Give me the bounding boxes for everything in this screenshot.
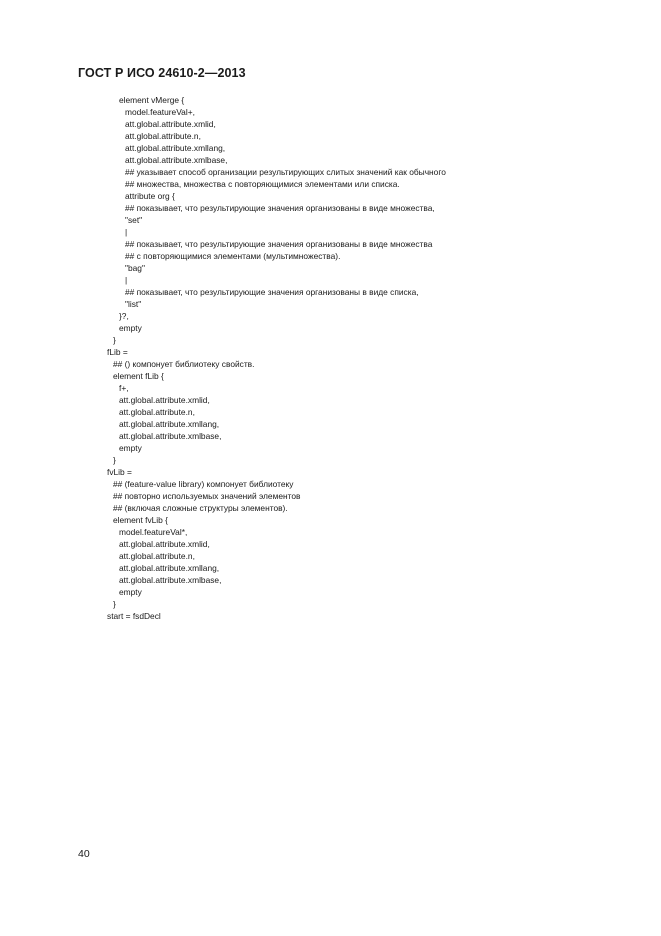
code-line: element vMerge { <box>119 95 185 105</box>
code-line: } <box>113 599 116 609</box>
code-line: att.global.attribute.xmllang, <box>125 143 226 153</box>
code-line: ## указывает способ организации результирующих слитых значений как обычного <box>125 167 446 177</box>
code-line: element fvLib { <box>113 515 168 525</box>
code-line: ## (включая сложные структуры элементов). <box>113 503 288 513</box>
code-line: att.global.attribute.xmlbase, <box>119 575 222 585</box>
code-line: att.global.attribute.xmlbase, <box>125 155 228 165</box>
code-line: att.global.attribute.n, <box>125 131 201 141</box>
document-header-title: ГОСТ Р ИСО 24610-2—2013 <box>78 66 246 80</box>
code-line: }?, <box>119 311 129 321</box>
code-line: } <box>113 335 116 345</box>
code-line: model.featureVal*, <box>119 527 188 537</box>
code-line: ## показывает, что результирующие значения организованы в виде списка, <box>125 287 419 297</box>
code-line: ## показывает, что результирующие значения организованы в виде множества, <box>125 203 435 213</box>
code-line: f+, <box>119 383 129 393</box>
code-line: start = fsdDecl <box>107 611 161 621</box>
code-line: | <box>125 227 128 237</box>
code-line: att.global.attribute.xmlid, <box>119 395 210 405</box>
code-line: att.global.attribute.xmlid, <box>119 539 210 549</box>
code-line: att.global.attribute.n, <box>119 551 195 561</box>
code-line: "list" <box>125 299 142 309</box>
code-line: ## с повторяющимися элементами (мультимножества). <box>125 251 341 261</box>
code-line: empty <box>119 587 142 597</box>
code-line: "set" <box>125 215 143 225</box>
code-line: att.global.attribute.xmlid, <box>125 119 216 129</box>
code-line: empty <box>119 443 142 453</box>
code-line: ## (feature-value library) компонует библиотеку <box>113 479 294 489</box>
code-line: att.global.attribute.n, <box>119 407 195 417</box>
code-line: model.featureVal+, <box>125 107 195 117</box>
code-line: attribute org { <box>125 191 175 201</box>
code-line: att.global.attribute.xmlbase, <box>119 431 222 441</box>
code-line: att.global.attribute.xmllang, <box>119 563 220 573</box>
code-line: empty <box>119 323 142 333</box>
code-line: | <box>125 275 128 285</box>
code-line: ## показывает, что результирующие значения организованы в виде множества <box>125 239 433 249</box>
code-line: } <box>113 455 116 465</box>
code-line: fLib = <box>107 347 128 357</box>
code-line: ## множества, множества с повторяющимися элементами или списка. <box>125 179 400 189</box>
page-number: 40 <box>78 848 90 860</box>
code-line: ## повторно используемых значений элементов <box>113 491 301 501</box>
code-line: element fLib { <box>113 371 164 381</box>
code-line: att.global.attribute.xmllang, <box>119 419 220 429</box>
code-line: fvLib = <box>107 467 132 477</box>
code-line: "bag" <box>125 263 145 273</box>
code-line: ## () компонует библиотеку свойств. <box>113 359 255 369</box>
